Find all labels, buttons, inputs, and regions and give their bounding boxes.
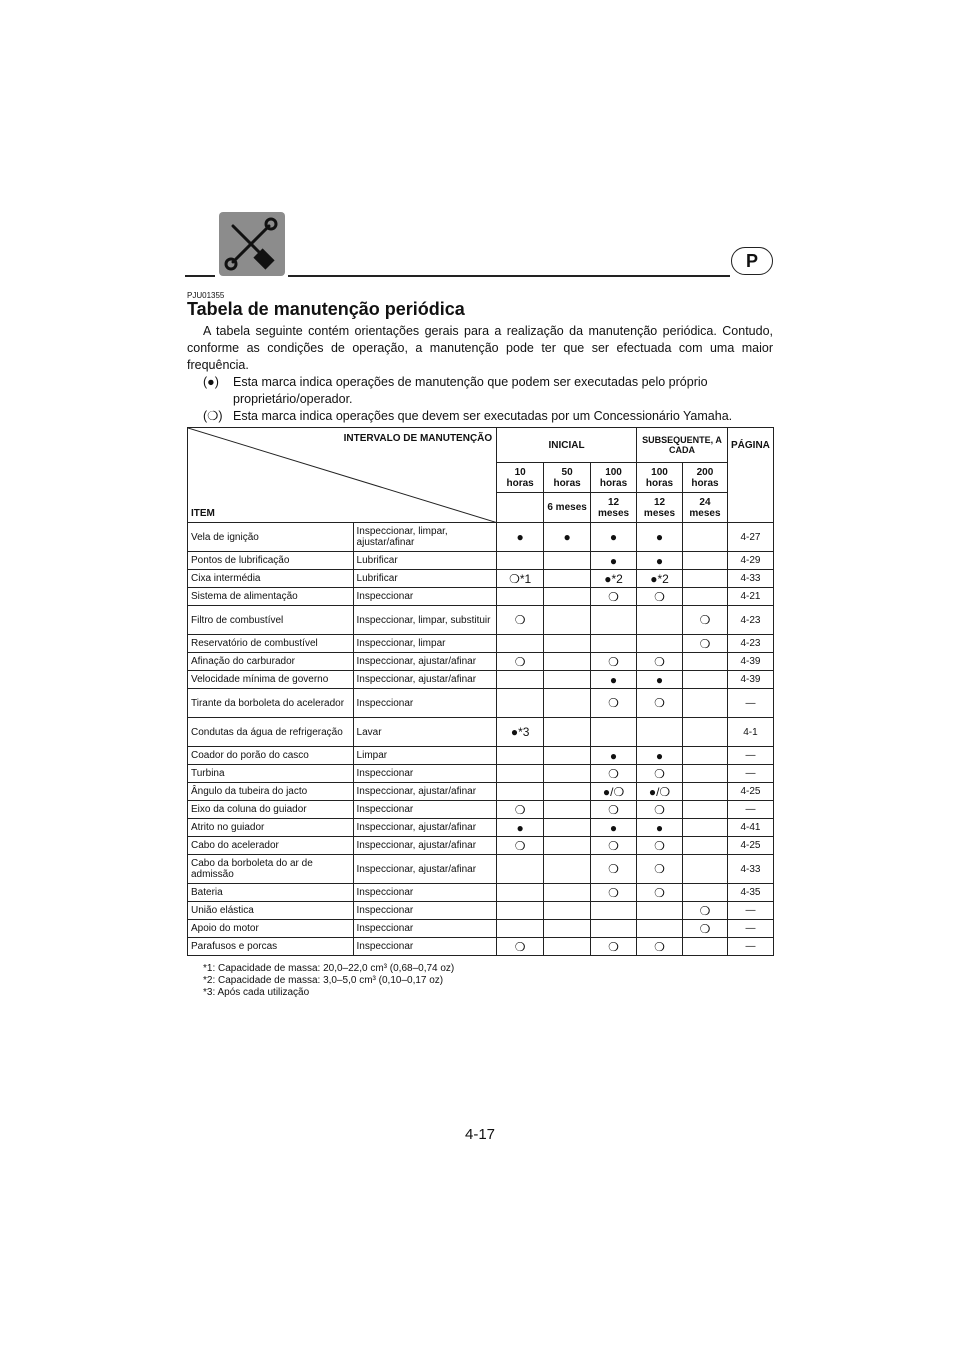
row-page: 4-25 [727,783,773,801]
header-subsequent: SUBSEQUENTE, A CADA [637,428,728,463]
interval-mark: ❍ [637,938,683,956]
interval-mark: ❍ [591,884,637,902]
interval-mark [682,837,727,855]
interval-mark [497,747,544,765]
row-action: Inspeccionar, ajustar/afinar [353,855,497,884]
interval-mark [544,855,591,884]
interval-mark: ❍ [637,689,683,718]
interval-mark: ❍ [591,801,637,819]
row-item: Cabo do acelerador [188,837,354,855]
interval-mark [544,747,591,765]
interval-mark [544,606,591,635]
interval-mark [544,884,591,902]
interval-mark [682,671,727,689]
table-row [188,588,774,606]
row-page: 4-25 [727,837,773,855]
interval-mark: ❍ [637,801,683,819]
row-action: Inspeccionar, limpar, ajustar/afinar [353,523,497,552]
footnotes: *1: Capacidade de massa: 20,0–22,0 cm³ (0,68–0,74 oz) *2: Capacidade de massa: 3,0–5,0 cm³ (0,10–0,17 oz) *3: Após cada utilização [203,963,455,998]
interval-mark: ● [497,523,544,552]
table-row [188,718,774,747]
row-page: 4-27 [727,523,773,552]
row-page: 4-23 [727,635,773,653]
table-row [188,938,774,956]
row-item: Eixo da coluna do guiador [188,801,354,819]
interval-mark: ● [637,552,683,570]
interval-mark: ❍ [682,606,727,635]
row-item: Sistema de alimentação [188,588,354,606]
row-page: 4-41 [727,819,773,837]
interval-mark: ❍ [637,588,683,606]
interval-mark: ● [637,671,683,689]
interval-mark [682,765,727,783]
row-action: Inspeccionar, limpar [353,635,497,653]
interval-mark: ❍ [497,938,544,956]
interval-mark: ❍ [637,884,683,902]
interval-mark [637,718,683,747]
row-item: Cabo da borboleta do ar de admissão [188,855,354,884]
header-initial: INICIAL [497,428,637,463]
row-item: Parafusos e porcas [188,938,354,956]
interval-mark: ❍ [591,837,637,855]
interval-mark [544,837,591,855]
interval-mark [682,523,727,552]
header-rule-left [185,275,215,277]
interval-mark [682,689,727,718]
interval-mark [544,783,591,801]
interval-mark [682,718,727,747]
interval-mark [591,635,637,653]
row-item: União elástica [188,902,354,920]
page-title: Tabela de manutenção periódica [187,299,465,319]
row-action: Inspeccionar [353,765,497,783]
interval-mark [544,635,591,653]
interval-mark: ❍ [637,765,683,783]
interval-mark: ❍ [591,588,637,606]
table-row [188,606,774,635]
row-page: 4-39 [727,671,773,689]
header-rule-right [288,275,730,277]
row-page: 4-39 [727,653,773,671]
interval-mark: ● [591,671,637,689]
interval-mark [544,552,591,570]
row-action: Lubrificar [353,570,497,588]
interval-mark [682,884,727,902]
row-item: Afinação do carburador [188,653,354,671]
interval-mark: ● [591,552,637,570]
interval-mark [497,588,544,606]
interval-mark: ● [591,523,637,552]
interval-mark [682,783,727,801]
interval-mark [544,570,591,588]
table-row [188,523,774,552]
interval-mark: ●*3 [497,718,544,747]
row-page: 4-29 [727,552,773,570]
row-page: — [727,902,773,920]
interval-mark [637,920,683,938]
interval-mark [544,920,591,938]
row-action: Lavar [353,718,497,747]
row-action: Limpar [353,747,497,765]
row-item: Vela de ignição [188,523,354,552]
table-row [188,920,774,938]
interval-mark [637,606,683,635]
interval-mark [497,884,544,902]
interval-mark: ❍ [682,902,727,920]
table-corner: INTERVALO DE MANUTENÇÃO ITEM [188,428,497,523]
row-action: Inspeccionar [353,801,497,819]
interval-mark: ❍ [591,689,637,718]
interval-mark: ❍ [497,801,544,819]
table-row [188,653,774,671]
row-page: — [727,801,773,819]
maintenance-table: INTERVALO DE MANUTENÇÃO ITEM INICIAL SUBSEQUENTE, A CADA PÁGINA 10 horas 50 horas 100 horas 100 horas 200 horas 6 meses 12 meses 12 meses 24 meses Vela de ignição Inspeccionar, limpar, ajustar/afinar ● ● ● ● 4-27 Pontos de lubrificação Lubrificar ● ● 4-29 Cixa intermédia Lubrificar ❍*1 ●*2 ●*2 4-33 Sistema de alimentação Inspeccionar ❍ ❍ 4-21 Filtro de combustível Inspeccionar, limpar, substituir ❍ ❍ 4-23 Reservatório de combustível Inspeccionar, limpar ❍ 4-23 Afinação do carburador Inspeccionar, ajustar/afinar ❍ ❍ ❍ 4-39 Velocidade mínima de governo Inspeccionar, ajustar/afinar ● ● 4-39 Tirante da borboleta do acelerador Inspeccionar ❍ ❍ — Condutas da água de refrigeração Lavar ●*3 4-1 Coador do porão do casco Limpar ● ● — Turbina Inspeccionar ❍ ❍ — Ângulo da tubeira do jacto Inspeccionar, ajustar/afinar ●/❍ ●/❍ 4-25 Eixo da coluna do guiador Inspeccionar ❍ ❍ ❍ — Atrito no guiador Inspeccionar, ajustar/afinar ● ● ● 4-41 Cabo do acelerador Inspeccionar, ajustar/afinar ❍ ❍ ❍ 4-25 Cabo da borboleta do ar de admissão Inspeccionar, ajustar/afinar ❍ ❍ 4-33 Bateria Inspeccionar ❍ ❍ 4-35 União elástica Inspeccionar ❍ — Apoio do motor Inspeccionar ❍ — Parafusos e porcas Inspeccionar ❍ ❍ ❍ — [187,427,774,956]
interval-mark: ● [591,747,637,765]
interval-mark: ●/❍ [637,783,683,801]
interval-mark: ❍ [591,855,637,884]
interval-mark [497,689,544,718]
table-row [188,689,774,718]
interval-mark [591,920,637,938]
interval-mark [544,902,591,920]
interval-mark [544,718,591,747]
row-item: Coador do porão do casco [188,747,354,765]
row-page: 4-35 [727,884,773,902]
row-item: Reservatório de combustível [188,635,354,653]
interval-mark: ❍ [497,606,544,635]
table-row [188,837,774,855]
interval-mark: ●*2 [637,570,683,588]
interval-mark: ❍ [591,938,637,956]
interval-mark [544,588,591,606]
row-item: Pontos de lubrificação [188,552,354,570]
row-action: Inspeccionar [353,938,497,956]
interval-mark: ●*2 [591,570,637,588]
interval-mark: ● [497,819,544,837]
row-action: Inspeccionar, ajustar/afinar [353,671,497,689]
row-action: Inspeccionar [353,689,497,718]
row-action: Inspeccionar, ajustar/afinar [353,783,497,801]
row-page: 4-21 [727,588,773,606]
row-page: 4-23 [727,606,773,635]
interval-mark [497,552,544,570]
table-row [188,635,774,653]
table-row [188,884,774,902]
interval-mark [544,671,591,689]
row-item: Condutas da água de refrigeração [188,718,354,747]
interval-mark [591,902,637,920]
row-action: Inspeccionar, ajustar/afinar [353,653,497,671]
interval-mark [497,783,544,801]
section-code: PJU01355 [187,291,225,300]
table-row [188,819,774,837]
interval-mark: ❍ [682,635,727,653]
row-item: Cixa intermédia [188,570,354,588]
legend-dealer: (❍) Esta marca indica operações que devem ser executadas por um Concessionário Yamaha. [203,409,733,423]
interval-mark [682,855,727,884]
interval-mark: ● [591,819,637,837]
header-page: PÁGINA [727,428,773,523]
interval-mark: ❍ [497,653,544,671]
interval-mark [497,671,544,689]
interval-mark [682,570,727,588]
interval-mark: ● [637,819,683,837]
wrench-screwdriver-icon [219,212,285,276]
row-action: Inspeccionar, ajustar/afinar [353,837,497,855]
row-page: — [727,765,773,783]
interval-mark [682,653,727,671]
interval-mark: ❍ [591,765,637,783]
row-item: Atrito no guiador [188,819,354,837]
row-item: Tirante da borboleta do acelerador [188,689,354,718]
interval-mark: ❍*1 [497,570,544,588]
interval-mark: ● [544,523,591,552]
interval-mark: ❍ [637,855,683,884]
interval-mark [497,920,544,938]
row-action: Inspeccionar [353,884,497,902]
row-page: — [727,747,773,765]
table-row [188,855,774,884]
row-page: — [727,689,773,718]
row-page: 4-33 [727,855,773,884]
legend-owner: (●) Esta marca indica operações de manutenção que podem ser executadas pelo próprio proprietário/operador. [203,375,708,406]
interval-mark [682,588,727,606]
row-page: 4-33 [727,570,773,588]
interval-mark [682,938,727,956]
interval-mark [637,635,683,653]
table-row [188,570,774,588]
table-row [188,552,774,570]
interval-mark: ● [637,747,683,765]
row-item: Filtro de combustível [188,606,354,635]
row-item: Ângulo da tubeira do jacto [188,783,354,801]
interval-mark [682,819,727,837]
row-item: Velocidade mínima de governo [188,671,354,689]
table-row [188,765,774,783]
interval-mark [544,653,591,671]
interval-mark: ❍ [637,837,683,855]
interval-mark [497,902,544,920]
interval-mark [637,902,683,920]
table-row [188,671,774,689]
row-item: Turbina [188,765,354,783]
interval-mark [497,855,544,884]
interval-mark: ❍ [682,920,727,938]
row-action: Inspeccionar [353,902,497,920]
row-action: Inspeccionar [353,920,497,938]
row-page: — [727,920,773,938]
interval-mark [544,819,591,837]
interval-mark: ● [637,523,683,552]
row-action: Inspeccionar, ajustar/afinar [353,819,497,837]
interval-mark: ●/❍ [591,783,637,801]
table-row [188,783,774,801]
table-row [188,902,774,920]
table-row [188,747,774,765]
interval-mark [497,765,544,783]
interval-mark: ❍ [591,653,637,671]
interval-mark: ❍ [637,653,683,671]
interval-mark [497,635,544,653]
interval-mark: ❍ [497,837,544,855]
interval-mark [682,747,727,765]
interval-mark [544,801,591,819]
page-number: 4-17 [464,1126,496,1143]
interval-mark [682,552,727,570]
row-page: — [727,938,773,956]
interval-mark [591,718,637,747]
row-action: Inspeccionar, limpar, substituir [353,606,497,635]
row-action: Inspeccionar [353,588,497,606]
interval-mark [544,765,591,783]
table-row [188,801,774,819]
interval-mark [682,801,727,819]
language-badge: P [731,247,773,275]
row-item: Bateria [188,884,354,902]
intro-text: A tabela seguinte contém orientações gerais para a realização da manutenção periódica. Contudo, conforme as condições de operação, a manutenção pode ter que ser efectuada com uma maior frequência. [187,324,773,372]
row-item: Apoio do motor [188,920,354,938]
row-page: 4-1 [727,718,773,747]
interval-mark [544,938,591,956]
row-action: Lubrificar [353,552,497,570]
interval-mark [544,689,591,718]
interval-mark [591,606,637,635]
